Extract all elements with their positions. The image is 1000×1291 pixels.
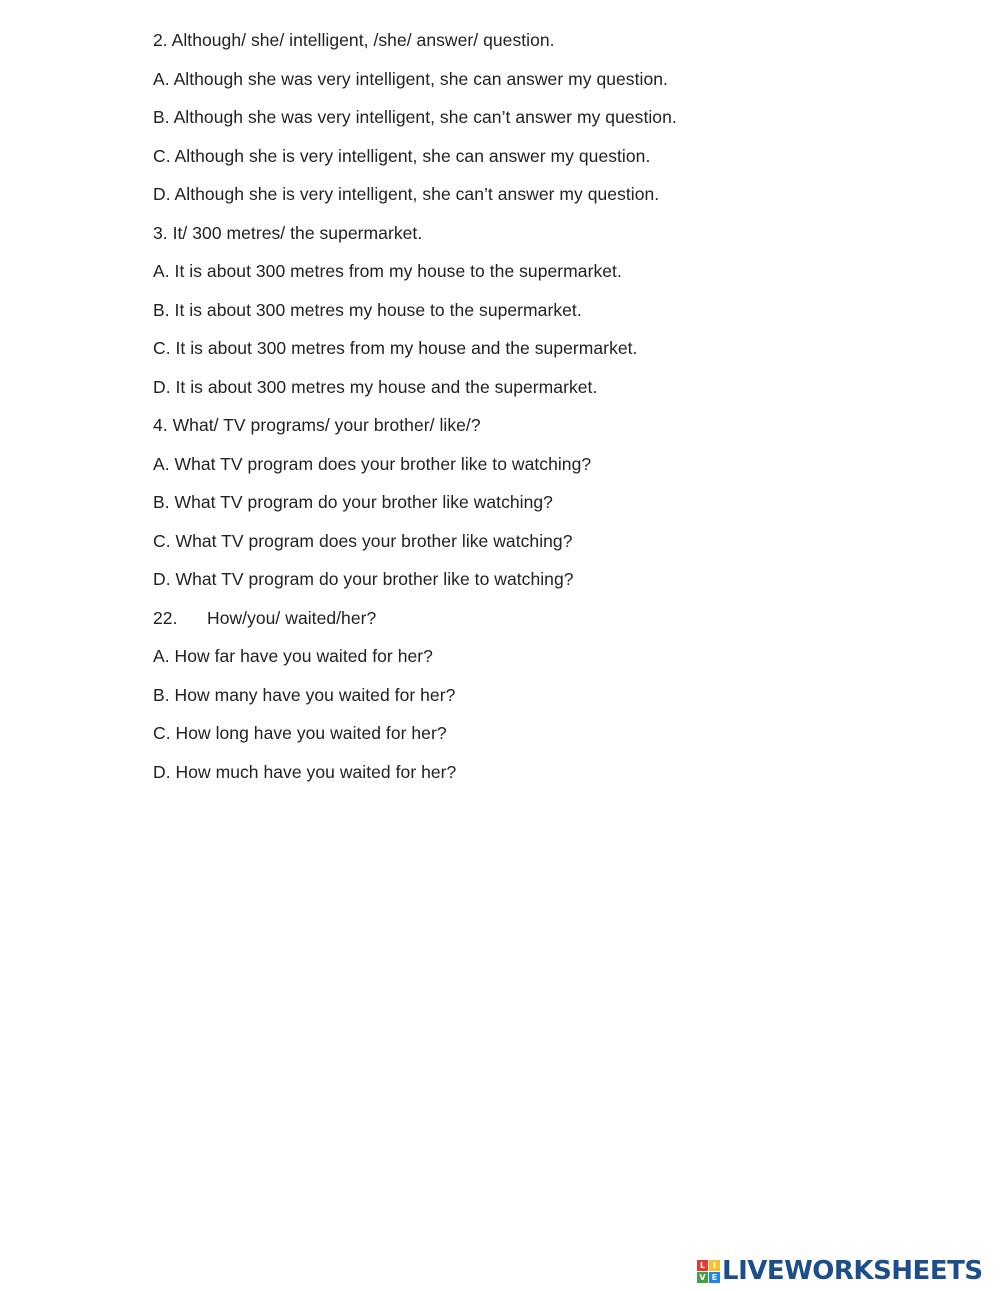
liveworksheets-logo	[697, 1254, 983, 1288]
question-prompt: 2. Although/ she/ intelligent, /she/ answer/ question.	[153, 30, 555, 50]
logo-block: I	[709, 1260, 720, 1271]
answer-option: D. How much have you waited for her?	[153, 761, 457, 782]
answer-option: B. How many have you waited for her?	[153, 684, 456, 705]
answer-option: D. Although she is very intelligent, she can’t answer my question.	[153, 184, 660, 204]
logo-block: E	[709, 1272, 720, 1283]
question-prompt-text: How/you/ waited/her?	[207, 607, 377, 628]
logo-blocks-icon	[697, 1260, 720, 1283]
answer-option: A. Although she was very intelligent, she can answer my question.	[153, 68, 668, 89]
answer-option: B. What TV program do your brother like watching?	[153, 492, 553, 512]
answer-option: C. What TV program does your brother like watching?	[153, 530, 573, 551]
question-number: 22.	[153, 607, 178, 628]
worksheet-body	[153, 27, 953, 797]
question-prompt	[153, 605, 953, 644]
answer-option: A. How far have you waited for her?	[153, 646, 433, 666]
answer-option: A. It is about 300 metres from my house to the supermarket.	[153, 261, 622, 281]
question-prompt: 3. It/ 300 metres/ the supermarket.	[153, 222, 423, 243]
logo-text: LIVEWORKSHEETS	[722, 1256, 983, 1286]
logo-block: L	[697, 1260, 708, 1271]
logo-block: V	[697, 1272, 708, 1283]
answer-option: B. Although she was very intelligent, she can’t answer my question.	[153, 107, 677, 127]
answer-option: D. What TV program do your brother like to watching?	[153, 569, 574, 589]
answer-option: B. It is about 300 metres my house to the supermarket.	[153, 299, 582, 320]
answer-option: C. It is about 300 metres from my house and the supermarket.	[153, 338, 638, 358]
answer-option: D. It is about 300 metres my house and the supermarket.	[153, 376, 598, 397]
answer-option: A. What TV program does your brother like to watching?	[153, 453, 592, 474]
answer-option: C. Although she is very intelligent, she can answer my question.	[153, 145, 651, 166]
question-prompt: 4. What/ TV programs/ your brother/ like/?	[153, 415, 481, 435]
answer-option: C. How long have you waited for her?	[153, 723, 447, 743]
